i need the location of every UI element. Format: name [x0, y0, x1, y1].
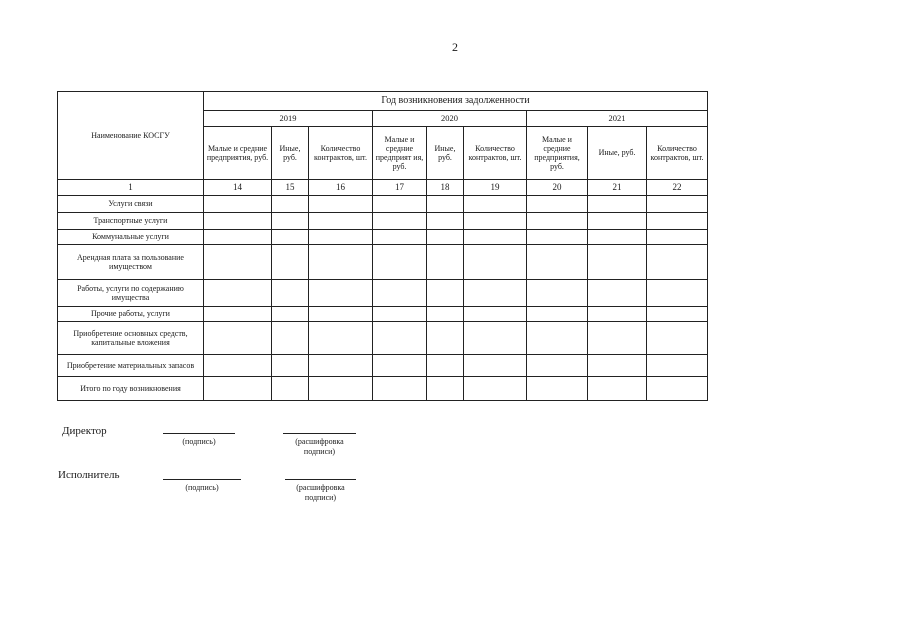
column-number: 14: [204, 180, 272, 196]
row-label: Коммунальные услуги: [58, 230, 204, 245]
column-number: 17: [373, 180, 427, 196]
debt-table: [57, 91, 708, 401]
data-cell: [427, 213, 464, 230]
row-label: Транспортные услуги: [58, 213, 204, 230]
data-cell: [427, 355, 464, 377]
debt-year-group-header: Год возникновения задолженности: [204, 92, 708, 111]
table-row: [58, 280, 708, 307]
data-cell: [272, 322, 309, 355]
data-cell: [272, 245, 309, 280]
subheader-2020-contracts: Количество контрактов, шт.: [464, 127, 527, 180]
data-cell: [309, 307, 373, 322]
data-cell: [464, 230, 527, 245]
data-cell: [588, 377, 647, 401]
table-row: [58, 245, 708, 280]
data-cell: [464, 322, 527, 355]
subheader-2019-other: Иные, руб.: [272, 127, 309, 180]
data-cell: [464, 196, 527, 213]
table-row: [58, 213, 708, 230]
column-number: 16: [309, 180, 373, 196]
data-cell: [373, 280, 427, 307]
table-row: [58, 307, 708, 322]
column-number: 22: [647, 180, 708, 196]
data-cell: [464, 307, 527, 322]
data-cell: [272, 213, 309, 230]
data-cell: [309, 245, 373, 280]
data-cell: [309, 280, 373, 307]
data-cell: [647, 213, 708, 230]
column-number: 15: [272, 180, 309, 196]
data-cell: [647, 355, 708, 377]
data-cell: [527, 213, 588, 230]
data-cell: [527, 280, 588, 307]
data-cell: [309, 196, 373, 213]
data-cell: [588, 213, 647, 230]
data-cell: [204, 355, 272, 377]
data-cell: [647, 322, 708, 355]
data-cell: [647, 230, 708, 245]
subheader-2020-other: Иные, руб.: [427, 127, 464, 180]
data-cell: [527, 377, 588, 401]
table-row: [58, 322, 708, 355]
data-cell: [309, 230, 373, 245]
column-number: 18: [427, 180, 464, 196]
data-cell: [588, 322, 647, 355]
data-cell: [272, 280, 309, 307]
table-row: [58, 230, 708, 245]
subheader-2021-contracts: Количество контрактов, шт.: [647, 127, 708, 180]
data-cell: [272, 355, 309, 377]
data-cell: [373, 355, 427, 377]
subheader-2021-other: Иные, руб.: [588, 127, 647, 180]
data-cell: [464, 280, 527, 307]
data-cell: [527, 245, 588, 280]
data-cell: [204, 322, 272, 355]
executor-transcript-line: [285, 479, 356, 480]
data-cell: [373, 307, 427, 322]
data-cell: [204, 230, 272, 245]
data-cell: [588, 245, 647, 280]
row-label: Приобретение материальных запасов: [58, 355, 204, 377]
table-row: [58, 377, 708, 401]
data-cell: [427, 245, 464, 280]
data-cell: [588, 280, 647, 307]
row-label: Арендная плата за пользование имуществом: [58, 245, 204, 280]
data-cell: [272, 377, 309, 401]
data-cell: [373, 245, 427, 280]
data-cell: [647, 196, 708, 213]
executor-signature-caption: (подпись): [185, 483, 219, 492]
executor-signature-line: [163, 479, 241, 480]
column-number: 20: [527, 180, 588, 196]
data-cell: [272, 230, 309, 245]
data-cell: [204, 245, 272, 280]
data-cell: [427, 280, 464, 307]
data-cell: [427, 322, 464, 355]
kosgu-column-header: Наименование КОСГУ: [58, 92, 204, 180]
year-header-2019: 2019: [204, 111, 373, 127]
executor-label: Исполнитель: [58, 469, 120, 481]
data-cell: [204, 196, 272, 213]
data-cell: [427, 196, 464, 213]
subheader-2019-contracts: Количество контрактов, шт.: [309, 127, 373, 180]
data-cell: [373, 377, 427, 401]
row-label: Итого по году возникновения: [58, 377, 204, 401]
director-signature-line: [163, 433, 235, 434]
data-cell: [464, 245, 527, 280]
data-cell: [588, 196, 647, 213]
data-cell: [309, 377, 373, 401]
year-header-2021: 2021: [527, 111, 708, 127]
subheader-2021-small-business: Малые и средние предприятия, руб.: [527, 127, 588, 180]
data-cell: [647, 377, 708, 401]
data-cell: [464, 377, 527, 401]
row-label: Услуги связи: [58, 196, 204, 213]
data-cell: [464, 355, 527, 377]
data-cell: [588, 355, 647, 377]
row-label: Работы, услуги по содержанию имущества: [58, 280, 204, 307]
data-cell: [427, 307, 464, 322]
data-cell: [647, 245, 708, 280]
data-cell: [309, 355, 373, 377]
data-cell: [309, 213, 373, 230]
director-label: Директор: [62, 425, 107, 437]
row-label: Приобретение основных средств, капитальные вложения: [58, 322, 204, 355]
data-cell: [309, 322, 373, 355]
data-cell: [373, 196, 427, 213]
data-cell: [588, 230, 647, 245]
data-cell: [272, 307, 309, 322]
data-cell: [427, 230, 464, 245]
table-row: [58, 355, 708, 377]
data-cell: [204, 213, 272, 230]
data-cell: [204, 307, 272, 322]
data-cell: [527, 322, 588, 355]
row-label: Прочие работы, услуги: [58, 307, 204, 322]
data-cell: [373, 213, 427, 230]
data-cell: [204, 377, 272, 401]
data-cell: [527, 230, 588, 245]
director-transcript-line: [283, 433, 356, 434]
column-number: 19: [464, 180, 527, 196]
data-cell: [527, 307, 588, 322]
data-cell: [373, 322, 427, 355]
data-cell: [588, 307, 647, 322]
data-cell: [204, 280, 272, 307]
director-transcript-caption: (расшифровка подписи): [295, 437, 344, 456]
subheader-2020-small-business: Малые и средние предприят ия, руб.: [373, 127, 427, 180]
data-cell: [527, 355, 588, 377]
data-cell: [647, 307, 708, 322]
data-cell: [427, 377, 464, 401]
page-number: 2: [452, 40, 458, 54]
table-row: [58, 196, 708, 213]
column-number: 1: [58, 180, 204, 196]
column-number: 21: [588, 180, 647, 196]
data-cell: [272, 196, 309, 213]
executor-transcript-caption: (расшифровка подписи): [296, 483, 345, 502]
data-cell: [527, 196, 588, 213]
director-signature-caption: (подпись): [182, 437, 216, 446]
data-cell: [373, 230, 427, 245]
year-header-2020: 2020: [373, 111, 527, 127]
data-cell: [464, 213, 527, 230]
data-cell: [647, 280, 708, 307]
subheader-2019-small-business: Малые и средние предприятия, руб.: [204, 127, 272, 180]
